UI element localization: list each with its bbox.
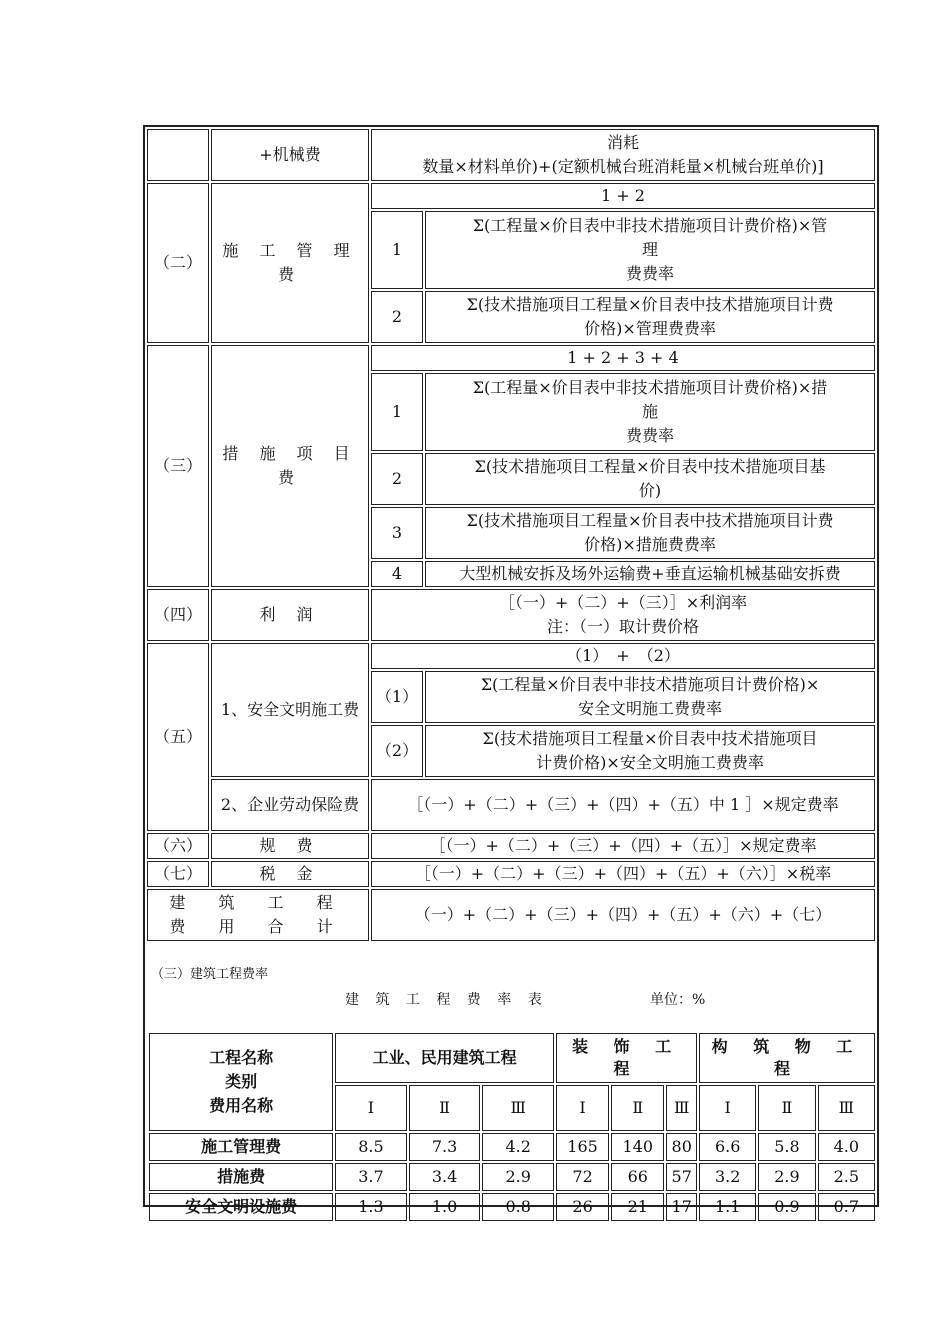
rate-value: 66 xyxy=(611,1163,664,1191)
table-row xyxy=(149,1193,875,1221)
formula-cell: ［（一）+（二）+（三）+（四）+（五）中 1 ］×规定费率 xyxy=(371,779,875,831)
row-label: 1、安全文明施工费 xyxy=(211,643,369,777)
formula-line: 数量×材料单价)+(定额机械台班消耗量×机械台班单价)] xyxy=(422,157,824,176)
item-formula xyxy=(425,671,875,723)
table-row xyxy=(147,345,875,371)
section-heading: （三）建筑工程费率 xyxy=(151,967,269,982)
rate-value: 3.2 xyxy=(699,1163,756,1191)
table-row xyxy=(147,183,875,209)
corner-line: 费用名称 xyxy=(209,1096,274,1115)
item-formula xyxy=(425,507,875,559)
rate-value: 3.4 xyxy=(409,1163,481,1191)
corner-line: 类别 xyxy=(225,1072,258,1091)
formula-line: 费费率 xyxy=(625,264,674,283)
rate-table-title: 建 筑 工 程 费 率 表 xyxy=(345,992,548,1008)
rate-value: 1.3 xyxy=(335,1193,407,1221)
rate-value: 26 xyxy=(556,1193,609,1221)
item-index: 2 xyxy=(371,291,423,343)
row-label: 2、企业劳动保险费 xyxy=(211,779,369,831)
class-header: Ⅱ xyxy=(409,1085,481,1131)
formula-line: Σ(技术措施项目工程量×价目表中技术措施项目计费 xyxy=(466,511,834,530)
subtotal-formula: 1 + 2 + 3 + 4 xyxy=(371,345,875,371)
formula-line: Σ(技术措施项目工程量×价目表中技术措施项目基 xyxy=(474,457,826,476)
formula-line: Σ(技术措施项目工程量×价目表中技术措施项目 xyxy=(482,729,818,748)
rate-value: 6.6 xyxy=(699,1133,756,1161)
item-formula xyxy=(425,725,875,777)
formula-line: 价) xyxy=(638,481,662,500)
formula-line: 价格)×措施费费率 xyxy=(584,535,716,554)
rate-value: 2.9 xyxy=(482,1163,554,1191)
row-num: （三） xyxy=(147,345,209,587)
rate-value: 0.7 xyxy=(818,1193,875,1221)
item-index: 1 xyxy=(371,373,423,451)
formula-line: Σ(工程量×价目表中非技术措施项目计费价格)×措 xyxy=(472,378,828,397)
table-row xyxy=(147,129,875,181)
class-header: Ⅰ xyxy=(699,1085,756,1131)
rate-value: 1.1 xyxy=(699,1193,756,1221)
rate-value: 57 xyxy=(666,1163,697,1191)
formula-cell: ［（一）+（二）+（三）+（四）+（五）+（六）］×税率 xyxy=(371,861,875,887)
class-header: Ⅰ xyxy=(335,1085,407,1131)
row-label: 税 金 xyxy=(211,861,369,887)
item-index: 3 xyxy=(371,507,423,559)
item-index: 2 xyxy=(371,453,423,505)
table-row xyxy=(147,861,875,887)
table-row xyxy=(147,889,875,941)
group-header: 构 筑 物 工 程 xyxy=(699,1033,875,1083)
item-formula xyxy=(425,211,875,289)
fee-name: 措施费 xyxy=(149,1163,333,1191)
rate-value: 0.9 xyxy=(758,1193,815,1221)
group-header: 工业、民用建筑工程 xyxy=(335,1033,554,1083)
formula-line: 消耗 xyxy=(606,133,639,152)
row-num-cell xyxy=(147,129,209,181)
formula-cell: ［（一）+（二）+（三）+（四）+（五）］×规定费率 xyxy=(371,833,875,859)
row-label: 施 工 管 理 费 xyxy=(211,183,369,343)
formula-line: 理 xyxy=(641,240,658,259)
item-index: 1 xyxy=(371,211,423,289)
rate-value: 140 xyxy=(611,1133,664,1161)
rate-value: 4.0 xyxy=(818,1133,875,1161)
class-header: Ⅱ xyxy=(611,1085,664,1131)
subtotal-formula: 1 + 2 xyxy=(371,183,875,209)
corner-header xyxy=(149,1033,333,1131)
subtotal-formula: （1） + （2） xyxy=(371,643,875,669)
formula-line: 计费价格)×安全文明施工费费率 xyxy=(536,753,764,772)
rate-value: 3.7 xyxy=(335,1163,407,1191)
rate-table xyxy=(147,1031,877,1223)
item-index: 4 xyxy=(371,561,423,587)
rate-value: 17 xyxy=(666,1193,697,1221)
unit-label: 单位：% xyxy=(650,992,706,1008)
table-row xyxy=(147,589,875,641)
rate-value: 5.8 xyxy=(758,1133,815,1161)
class-header: Ⅲ xyxy=(818,1085,875,1131)
item-formula xyxy=(425,373,875,451)
fee-name: 施工管理费 xyxy=(149,1133,333,1161)
item-index: （1） xyxy=(371,671,423,723)
table-row xyxy=(147,643,875,669)
rate-value: 0.8 xyxy=(482,1193,554,1221)
table-row xyxy=(149,1033,875,1083)
table-row xyxy=(149,1163,875,1191)
cost-composition-table xyxy=(145,127,877,943)
row-label: +机械费 xyxy=(211,129,369,181)
formula-line: Σ(工程量×价目表中非技术措施项目计费价格)× xyxy=(480,675,820,694)
row-num: （六） xyxy=(147,833,209,859)
row-label: 规 费 xyxy=(211,833,369,859)
item-formula xyxy=(425,291,875,343)
rate-value: 21 xyxy=(611,1193,664,1221)
total-label: 建 筑 工 程 费 用 合 计 xyxy=(147,889,369,941)
group-header: 装 饰 工 程 xyxy=(556,1033,697,1083)
formula-line: 施 xyxy=(641,402,658,421)
rate-value: 7.3 xyxy=(409,1133,481,1161)
item-index: （2） xyxy=(371,725,423,777)
document-frame xyxy=(143,125,879,1216)
item-formula: 大型机械安拆及场外运输费+垂直运输机械基础安拆费 xyxy=(425,561,875,587)
row-num: （四） xyxy=(147,589,209,641)
class-header: Ⅲ xyxy=(666,1085,697,1131)
formula-line: Σ(技术措施项目工程量×价目表中技术措施项目计费 xyxy=(466,295,834,314)
row-num: （二） xyxy=(147,183,209,343)
class-header: Ⅰ xyxy=(556,1085,609,1131)
rate-value: 2.9 xyxy=(758,1163,815,1191)
item-formula xyxy=(425,453,875,505)
class-header: Ⅲ xyxy=(482,1085,554,1131)
row-label: 利 润 xyxy=(211,589,369,641)
rate-value: 8.5 xyxy=(335,1133,407,1161)
table-row xyxy=(147,833,875,859)
rate-value: 2.5 xyxy=(818,1163,875,1191)
formula-note: 注：（一）取计费价格 xyxy=(546,617,699,636)
rate-value: 80 xyxy=(666,1133,697,1161)
formula-line: Σ(工程量×价目表中非技术措施项目计费价格)×管 xyxy=(472,216,828,235)
total-formula: （一）+（二）+（三）+（四）+（五）+（六）+（七） xyxy=(371,889,875,941)
row-num: （七） xyxy=(147,861,209,887)
class-header: Ⅱ xyxy=(758,1085,815,1131)
row-num: （五） xyxy=(147,643,209,831)
table-row xyxy=(147,779,875,831)
formula-line: 费费率 xyxy=(625,426,674,445)
formula-line: 价格)×管理费费率 xyxy=(584,319,716,338)
rate-value: 1.0 xyxy=(409,1193,481,1221)
row-label: 措 施 项 目 费 xyxy=(211,345,369,587)
formula-cell xyxy=(371,129,875,181)
formula-cell xyxy=(371,589,875,641)
fee-name: 安全文明设施费 xyxy=(149,1193,333,1221)
formula-line: ［（一）+（二）+（三）］×利润率 xyxy=(498,593,748,612)
rate-value: 72 xyxy=(556,1163,609,1191)
rate-value: 165 xyxy=(556,1133,609,1161)
rate-value: 4.2 xyxy=(482,1133,554,1161)
formula-line: 安全文明施工费费率 xyxy=(577,699,722,718)
table-row xyxy=(149,1133,875,1161)
corner-line: 工程名称 xyxy=(209,1048,274,1067)
